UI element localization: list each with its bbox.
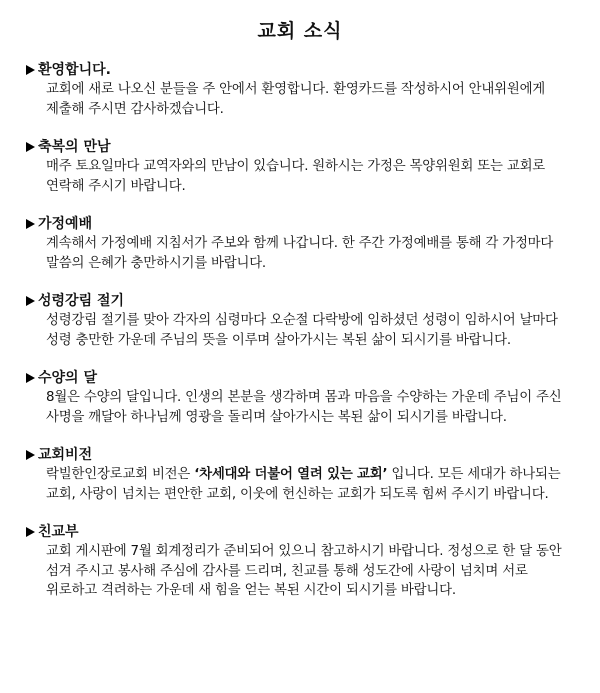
- section-heading: [26, 446, 574, 464]
- section-heading: [26, 138, 574, 156]
- section-pentecost: [26, 292, 574, 350]
- triangle-bullet-icon: [26, 296, 35, 306]
- section-body: 교회에 새로 나오신 분들을 주 안에서 환영합니다. 환영카드를 작성하시어 안내위원에게 제출해 주시면 감사하겠습니다.: [46, 82, 546, 117]
- section-family-worship: [26, 215, 574, 273]
- section-body: [46, 465, 574, 504]
- section-fellowship: [26, 523, 574, 601]
- vision-text-rest: 입니다. 모든 세대가 하나되는 교회, 사랑이 넘치는 편안한 교회, 이웃에 헌신하는 교회가 되도록 힘써 주시기 바랍니다.: [46, 467, 561, 502]
- triangle-bullet-icon: [26, 219, 35, 229]
- section-heading: [26, 215, 574, 233]
- section-church-vision: [26, 446, 574, 504]
- section-retreat-month: [26, 369, 574, 427]
- page-title: 교회 소식: [257, 20, 343, 42]
- section-heading-text: 축복의 만남: [38, 139, 111, 155]
- section-heading: [26, 369, 574, 387]
- section-body: 8월은 수양의 달입니다. 인생의 본분을 생각하며 몸과 마음을 수양하는 가운데 주님이 주신 사명을 깨달아 하나님께 영광을 돌리며 살아가시는 복된 삶이 되시기를 바랍니다.: [46, 390, 562, 425]
- vision-statement: ‘차세대와 더불어 열려 있는 교회’: [194, 467, 388, 482]
- section-heading-text: 수양의 달: [38, 370, 97, 386]
- vision-text-lead: 락빌한인장로교회 비전은: [46, 467, 195, 482]
- triangle-bullet-icon: [26, 65, 35, 75]
- section-body: 교회 게시판에 7월 회계정리가 준비되어 있으니 참고하시기 바랍니다. 정성으로 한 달 동안 섬겨 주시고 봉사해 주심에 감사를 드리며, 친교를 통해 성도간에 사랑이 넘치며 서로 위로하고 격려하는 가운데 새 힘을 얻는 복된 시간이 되시기를 바랍니다.: [46, 544, 562, 598]
- section-heading-text: 교회비전: [38, 447, 93, 463]
- section-heading-text: 가정예배: [38, 216, 93, 232]
- section-heading: [26, 61, 574, 79]
- section-blessed-meeting: [26, 138, 574, 196]
- triangle-bullet-icon: [26, 142, 35, 152]
- triangle-bullet-icon: [26, 527, 35, 537]
- triangle-bullet-icon: [26, 450, 35, 460]
- triangle-bullet-icon: [26, 373, 35, 383]
- section-heading-text: 환영합니다.: [38, 62, 111, 78]
- section-heading-text: 성령강림 절기: [38, 293, 125, 309]
- section-body: 계속해서 가정예배 지침서가 주보와 함께 나갑니다. 한 주간 가정예배를 통해 각 가정마다 말씀의 은혜가 충만하시기를 바랍니다.: [46, 236, 554, 271]
- section-welcome: [26, 61, 574, 119]
- section-body: 성령강림 절기를 맞아 각자의 심령마다 오순절 다락방에 임하셨던 성령이 임하시어 날마다 성령 충만한 가운데 주님의 뜻을 이루며 살아가시는 복된 삶이 되시기를 바랍니다.: [46, 313, 558, 348]
- section-heading: [26, 523, 574, 541]
- section-body: 매주 토요일마다 교역자와의 만남이 있습니다. 원하시는 가정은 목양위원회 또는 교회로 연락해 주시기 바랍니다.: [46, 159, 546, 194]
- section-heading: [26, 292, 574, 310]
- section-heading-text: 친교부: [38, 524, 79, 540]
